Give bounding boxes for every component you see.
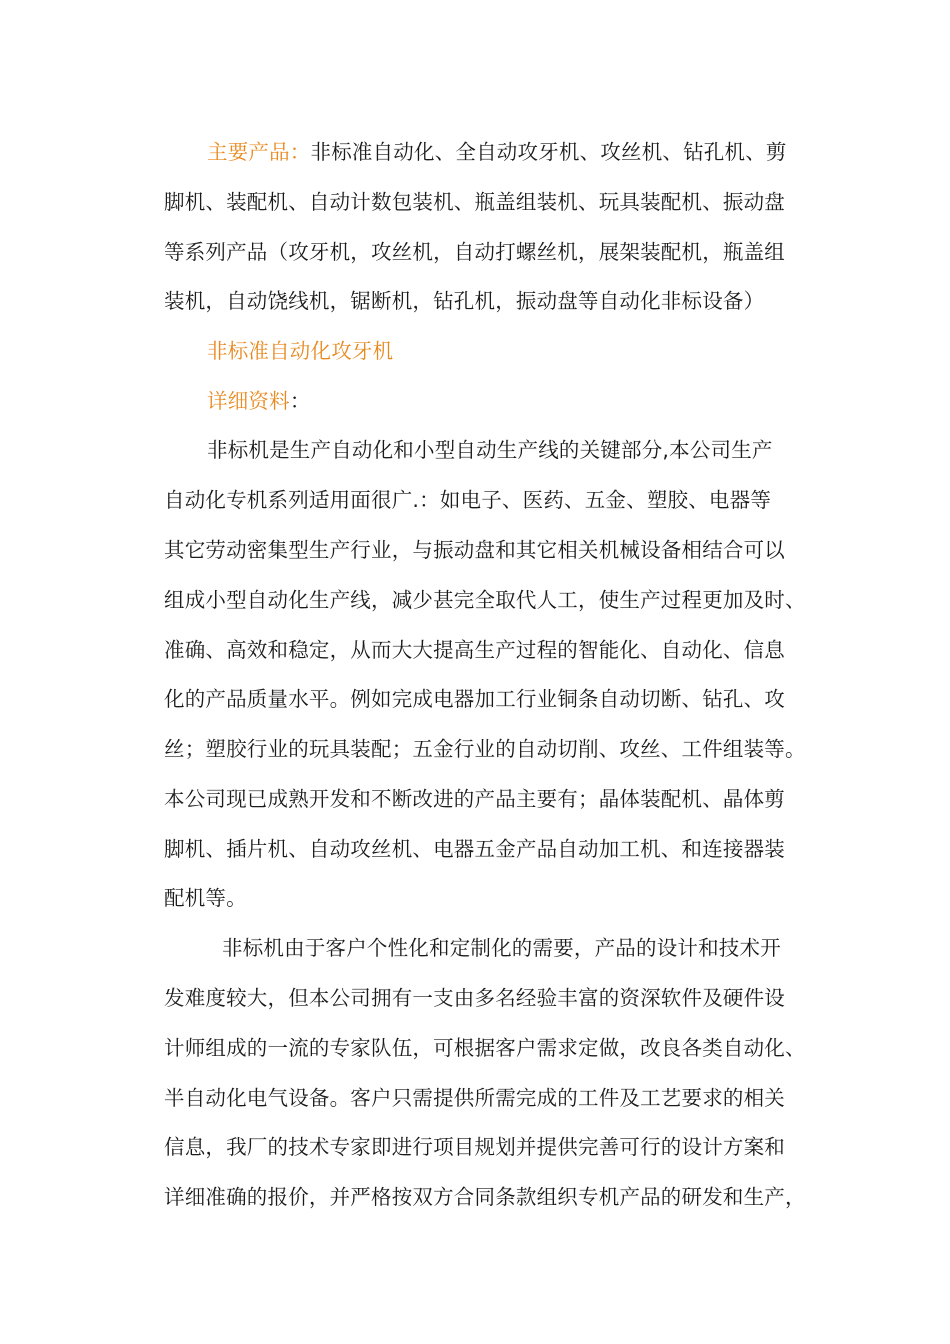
paragraph1-line-9: 脚机、插片机、自动攻丝机、电器五金产品自动加工机、和连接器装 <box>164 837 785 861</box>
paragraph1-line-3: 其它劳动密集型生产行业，与振动盘和其它相关机械设备相结合可以 <box>164 538 785 562</box>
paragraph1-line-2: 自动化专机系列适用面很广.：如电子、医药、五金、塑胶、电器等 <box>164 488 772 512</box>
products-line-1 <box>207 138 787 166</box>
paragraph2-line-5: 信息，我厂的技术专家即进行项目规划并提供完善可行的设计方案和 <box>164 1135 785 1159</box>
paragraph2-line-1: 非标机由于客户个性化和定制化的需要，产品的设计和技术开 <box>222 936 781 960</box>
paragraph2-line-6: 详细准确的报价，并严格按双方合同条款组织专机产品的研发和生产， <box>164 1185 806 1209</box>
paragraph1-line-1: 非标机是生产自动化和小型自动生产线的关键部分,本公司生产 <box>207 438 773 462</box>
paragraph1-line-6: 化的产品质量水平。例如完成电器加工行业铜条自动切断、钻孔、攻 <box>164 687 785 711</box>
paragraph1-line-7: 丝；塑胶行业的玩具装配；五金行业的自动切削、攻丝、工件组装等。 <box>164 737 806 761</box>
paragraph1-line-10: 配机等。 <box>164 886 247 910</box>
details-heading <box>207 387 311 415</box>
paragraph1-line-4: 组成小型自动化生产线，减少甚完全取代人工，使生产过程更加及时、 <box>164 588 806 612</box>
paragraph1-line-8: 本公司现已成熟开发和不断改进的产品主要有；晶体装配机、晶体剪 <box>164 787 785 811</box>
products-line-3: 等系列产品（攻牙机，攻丝机，自动打螺丝机，展架装配机，瓶盖组 <box>164 240 785 264</box>
products-line-2: 脚机、装配机、自动计数包装机、瓶盖组装机、玩具装配机、振动盘 <box>164 190 785 214</box>
products-label: 主要产品： <box>207 140 311 164</box>
section-heading: 非标准自动化攻牙机 <box>207 339 394 363</box>
paragraph2-line-4: 半自动化电气设备。客户只需提供所需完成的工件及工艺要求的相关 <box>164 1086 785 1110</box>
paragraph2-line-3: 计师组成的一流的专家队伍，可根据客户需求定做，改良各类自动化、 <box>164 1036 806 1060</box>
paragraph1-line-5: 准确、高效和稳定，从而大大提高生产过程的智能化、自动化、信息 <box>164 638 785 662</box>
paragraph2-line-2: 发难度较大，但本公司拥有一支由多名经验丰富的资深软件及硬件设 <box>164 986 785 1010</box>
products-line-4: 装机，自动饶线机，锯断机，钻孔机，振动盘等自动化非标设备） <box>164 289 765 313</box>
details-colon: ： <box>289 389 311 413</box>
details-label: 详细资料 <box>207 389 290 413</box>
products-text-1: 非标准自动化、全自动攻牙机、攻丝机、钻孔机、剪 <box>310 140 787 164</box>
